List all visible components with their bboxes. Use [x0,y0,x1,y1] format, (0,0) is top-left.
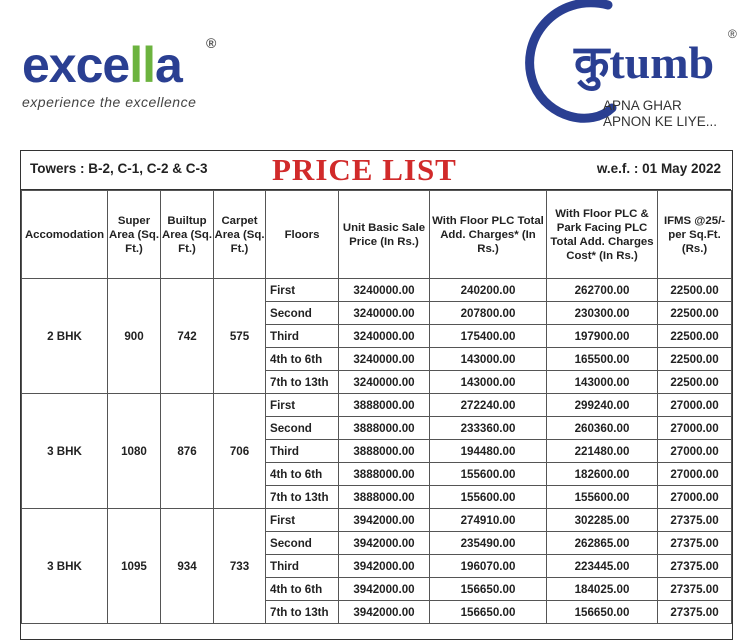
park-plc-cell: 184025.00 [547,578,658,601]
floor-cell: 4th to 6th [266,463,339,486]
ifms-cell: 27375.00 [658,555,732,578]
table-body [22,279,732,624]
bsp-cell: 3888000.00 [339,463,430,486]
kutumb-wordmark: कुtumb [574,37,715,88]
bsp-cell: 3240000.00 [339,325,430,348]
park-plc-cell: 165500.00 [547,348,658,371]
floor-cell: 7th to 13th [266,486,339,509]
table-row [22,394,732,417]
accomodation-cell: 3 BHK [22,394,108,509]
floor-cell: First [266,509,339,532]
excella-registered-mark: ® [206,35,216,51]
floor-cell: First [266,394,339,417]
park-plc-cell: 221480.00 [547,440,658,463]
excella-word-end: a [155,37,182,93]
bsp-cell: 3942000.00 [339,578,430,601]
plc-cell: 155600.00 [430,486,547,509]
plc-cell: 155600.00 [430,463,547,486]
floor-cell: 4th to 6th [266,578,339,601]
kutumb-registered-mark: ® [728,27,737,41]
ifms-cell: 27000.00 [658,486,732,509]
kutumb-slogan-line1: APNA GHAR [603,98,682,113]
floor-cell: Second [266,302,339,325]
floor-cell: Third [266,325,339,348]
plc-cell: 156650.00 [430,601,547,624]
ifms-cell: 27375.00 [658,578,732,601]
floor-cell: First [266,279,339,302]
plc-cell: 272240.00 [430,394,547,417]
park-plc-cell: 262700.00 [547,279,658,302]
col-ifms: IFMS @25/- per Sq.Ft. (Rs.) [658,191,732,279]
plc-cell: 143000.00 [430,348,547,371]
plc-cell: 143000.00 [430,371,547,394]
floor-cell: Third [266,440,339,463]
floor-cell: Second [266,532,339,555]
bsp-cell: 3888000.00 [339,486,430,509]
col-super-area: Super Area (Sq. Ft.) [108,191,161,279]
kutumb-slogan [603,98,717,130]
builtup-area-cell: 876 [161,394,214,509]
accomodation-cell: 2 BHK [22,279,108,394]
col-accomodation: Accomodation [22,191,108,279]
bsp-cell: 3888000.00 [339,417,430,440]
plc-cell: 207800.00 [430,302,547,325]
super-area-cell: 900 [108,279,161,394]
ifms-cell: 22500.00 [658,279,732,302]
ifms-cell: 22500.00 [658,302,732,325]
ifms-cell: 27375.00 [658,509,732,532]
park-plc-cell: 155600.00 [547,486,658,509]
ifms-cell: 27000.00 [658,440,732,463]
plc-cell: 233360.00 [430,417,547,440]
table-row [22,509,732,532]
park-plc-cell: 182600.00 [547,463,658,486]
ifms-cell: 27000.00 [658,463,732,486]
accomodation-cell: 3 BHK [22,509,108,624]
bsp-cell: 3942000.00 [339,509,430,532]
bsp-cell: 3942000.00 [339,532,430,555]
bsp-cell: 3942000.00 [339,555,430,578]
park-plc-cell: 223445.00 [547,555,658,578]
park-plc-cell: 230300.00 [547,302,658,325]
carpet-area-cell: 706 [214,394,266,509]
park-plc-cell: 302285.00 [547,509,658,532]
ifms-cell: 22500.00 [658,371,732,394]
ifms-cell: 27000.00 [658,417,732,440]
floor-cell: Third [266,555,339,578]
bsp-cell: 3240000.00 [339,279,430,302]
floor-cell: 7th to 13th [266,601,339,624]
park-plc-cell: 197900.00 [547,325,658,348]
park-plc-cell: 156650.00 [547,601,658,624]
ifms-cell: 27375.00 [658,601,732,624]
builtup-area-cell: 742 [161,279,214,394]
ifms-cell: 22500.00 [658,348,732,371]
towers-label: Towers : B-2, C-1, C-2 & C-3 [30,161,208,176]
excella-tagline: experience the excellence [22,94,197,110]
floor-cell: 4th to 6th [266,348,339,371]
builtup-area-cell: 934 [161,509,214,624]
col-floor-plc: With Floor PLC Total Add. Charges* (In Rs.) [430,191,547,279]
excella-wordmark [22,35,216,93]
floor-cell: Second [266,417,339,440]
bsp-cell: 3240000.00 [339,348,430,371]
park-plc-cell: 262865.00 [547,532,658,555]
kutumb-slogan-line2: APNON KE LIYE... [603,114,718,129]
bsp-cell: 3240000.00 [339,371,430,394]
col-basic-sale-price: Unit Basic Sale Price (In Rs.) [339,191,430,279]
plc-cell: 240200.00 [430,279,547,302]
ifms-cell: 27000.00 [658,394,732,417]
col-builtup-area: Builtup Area (Sq. Ft.) [161,191,214,279]
floor-cell: 7th to 13th [266,371,339,394]
carpet-area-cell: 733 [214,509,266,624]
plc-cell: 274910.00 [430,509,547,532]
plc-cell: 194480.00 [430,440,547,463]
bsp-cell: 3240000.00 [339,302,430,325]
park-plc-cell: 143000.00 [547,371,658,394]
col-carpet-area: Carpet Area (Sq. Ft.) [214,191,266,279]
price-list-title: PRICE LIST [272,152,457,187]
table-header-row [22,191,732,279]
col-floors: Floors [266,191,339,279]
price-list-header [21,151,731,190]
plc-cell: 196070.00 [430,555,547,578]
carpet-area-cell: 575 [214,279,266,394]
plc-cell: 235490.00 [430,532,547,555]
bsp-cell: 3942000.00 [339,601,430,624]
ifms-cell: 27375.00 [658,532,732,555]
bsp-cell: 3888000.00 [339,440,430,463]
super-area-cell: 1080 [108,394,161,509]
park-plc-cell: 299240.00 [547,394,658,417]
ifms-cell: 22500.00 [658,325,732,348]
plc-cell: 156650.00 [430,578,547,601]
excella-logo [22,35,216,110]
col-park-plc: With Floor PLC & Park Facing PLC Total Add. Charges Cost* (In Rs.) [547,191,658,279]
price-list-document [20,150,733,640]
excella-word-part: exce [22,37,130,93]
plc-cell: 175400.00 [430,325,547,348]
excella-word-accent: ll [129,37,156,93]
bsp-cell: 3888000.00 [339,394,430,417]
effective-date: w.e.f. : 01 May 2022 [596,161,721,176]
price-table [21,190,732,624]
table-row [22,279,732,302]
super-area-cell: 1095 [108,509,161,624]
park-plc-cell: 260360.00 [547,417,658,440]
